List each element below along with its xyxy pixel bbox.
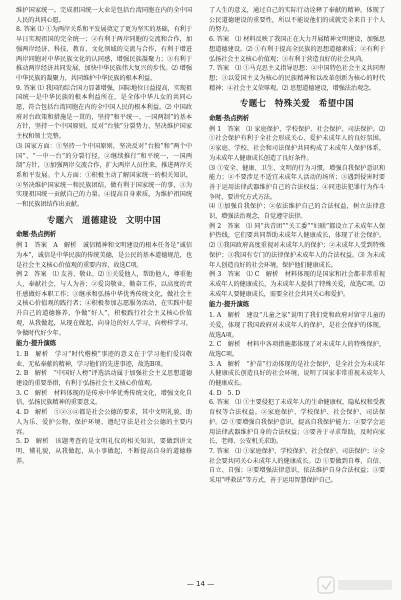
practice-item: 4. D 5. D (209, 389, 240, 397)
practice-item: 4. D 解析 ①②③④都是社会公德的要求，其中文明礼貌、助人为乐、爱护公物、保护环境、遵纪守法是社会公德的主要内容。 (16, 409, 192, 436)
practice-item: 2. C 解析 材料中各项措施都体现了对未成年人的特殊保护，故选C项。 (209, 341, 385, 358)
left-column (16, 6, 192, 466)
answer-item: 7. 答案 ⑴ ①马克思主义指导思想；②中国特色社会主义共同理想；③以爱国主义为核心的民族精神和以改革创新为核心的时代精神；④社会主义荣辱观。⑵ 思想道德建设，增强法治观念。 (209, 65, 385, 92)
example-item: 例 3 答案 ⑴ C 解析 材料体现的是国家和社会都非常重视未成年人的健康成长，为未成年人提供了特殊关爱，故选C项。⑵ 未成年人要健康成长，需要全社会共同关心和爱护。 (209, 271, 385, 298)
section-title: 能力·提升演练 (16, 339, 57, 348)
answer-item: 6. 答案 ⑴ 材料反映了我国正在大力开展精神文明建设，加强思想道德建设。⑵ ①有利于提高全民族的思想道德素质；②有利于弘扬社会主义核心价值观；③有利于营造良好的社会风尚。 (209, 36, 385, 63)
answer-item: 8. 答案 ⑴ ①为两岸关系和平发展奠定了更为坚实的基础，有利于早日实现祖国的完全统一；②有利于两岸同胞的交流和合作，加强两岸经济、科技、教育、文化领域的交流与合作，有利于增进两岸同胞对中华民族文化的认同感，增强民族凝聚力；③有利于推动两岸经济共同发展，加快中华民族伟大复兴的步伐。⑵ 增强中华民族的凝聚力，共同维护中华民族的根本利益。 (16, 26, 192, 82)
practice-item: 3. C 解析 材料体现的是传承中华优秀传统文化，增强文化自信，弘扬民族精神的重要意义。 (16, 389, 192, 407)
example-item: 例 1 答案 A 解析 诚信精神和文明建设的根本任务是“诚信为本”，诚信是中华民族的传统美德，是公民的基本道德规范，也是社会主义核心价值观的重要内容，故选C项。 (16, 242, 192, 269)
example-item: 例 1 答案 ⑴ 家庭保护、学校保护、社会保护、司法保护。⑵ ①社会保护有利于全社会形成关心、爱护未成年人的良好氛围。②家庭、学校、社会和司法保护共同构成了未成年人保护体系，为未成年人健康成长创造了良好条件。 (209, 125, 385, 162)
paragraph: 了人生的意义，通过自己的实际行动诠释了奉献的精神，体现了公民道德建设的重要性，所以不能说他们的成就完全来自于个人的努力。 (209, 7, 385, 34)
example-item: ⑶ ①安全、健康、卫生、文明的行为习惯，增强自我保护意识和能力；②不要涉足不适宜未成年人活动的场所；③遇到侵害时要善于运用法律武器维护自己的合法权益；④同违法犯罪行为作斗争时，要讲究方式方法。 (209, 164, 385, 201)
practice-item: 5. D 解析 该题考查的是文明礼仪的相关知识，要做到讲文明、懂礼貌，从我做起，从小事做起，不断提高自身的道德修养。 (16, 438, 192, 465)
page-number: — 14 — (186, 580, 215, 588)
practice-item: 6. 答案 ⑴ ①主要侵犯了未成年人的生命健康权、隐私权和受教育权等合法权益。②家庭保护、学校保护、社会保护、司法保护。⑵ ①要增强自我保护意识，提高自我保护能力；②要学会运用法律武器维护自身的合法权益；③要善于寻求帮助，及时向家长、老师、公安机关求助。 (209, 399, 385, 446)
practice-item: 1. B 解析 学习“时代楷模”事迹的意义在于学习他们爱岗敬业、无私奉献的精神，学习他们的先进事迹，故选B项。 (16, 350, 192, 368)
practice-item: 2. B 解析 “中国好人榜”评选活动属于加强社会主义思想道德建设的重要举措，有利于弘扬社会主义核心价值观。 (16, 370, 192, 388)
answer-item: 9. 答案 ⑴ 我国的综合国力显著增强，国际地位日益提高，实现祖国统一是中华民族的根本利益所在，是全体中华儿女的共同心愿，符合包括台湾同胞在内的全中国人民的根本利益。⑵ 中国政府对台政策和措施是一贯的，坚持“和平统一、一国两制”的基本方针，坚持一个中国原则，反对“台独”分裂势力，坚决维护国家主权和领土完整。 (16, 84, 192, 141)
example-item: 例 2 答案 ⑴ 友善、敬业。⑵ ①关爱他人，帮助他人，尊重他人，奉献社会，与人为善；②爱岗敬业，勤奋工作，以高度的责任感做好本职工作；③继承和弘扬中华优秀传统文化，做社会主义核心价值观的践行者；④积极参加志愿服务活动，在实践中提升自己的道德修养，争做“好人”，积极践行社会主义核心价值观，从我做起，从现在做起，向身边的好人学习，向榜样学习，争做时代好少年。 (16, 271, 192, 337)
section-title: 命题·热点例析 (209, 114, 250, 123)
section-title: 命题·热点例析 (16, 230, 57, 239)
section-title: 能力·提升演练 (209, 300, 250, 309)
example-item: 例 2 答案 ⑴ 同“共青团”“关工委”“妇联”都设立了未成年人保护热线，它们要共同帮助未成年人健康成长，体现了社会保护。⑵ ①我国政府高度重视对未成年人的保护；②未成年人受到特殊保护；③我国有专门的法律保护未成年人的合法权益。⑶ 为未成年人创造良好的社会环境，保护他们健康成长。 (209, 222, 385, 269)
example-item: ⑷ ①加强自我保护；②依法维护自己的合法权益，树立法律意识，增强法治观念，自觉遵守法律。 (209, 203, 385, 221)
chapter-title: 专题六 道德建设 文明中国 (46, 214, 162, 225)
answer-item: ⑶ 国家方面：①坚持一个中国原则，坚决反对“台独”和“两个中国”、“一中一台”的分裂行径，②继续推行“和平统一，一国两制”方针，③加强两岸交流合作，扩大两岸人员往来，推进两岸关系和平发展。个人方面：①积极主动了解国家统一的相关知识，②坚决维护国家统一和民族团结，做有利于国家统一的事，③为实现祖国统一贡献自己的力量。④提高自身素质，为维护祖国统一和民族团结作出贡献。 (16, 142, 192, 209)
watermark-logo-icon (317, 574, 395, 596)
chapter-title: 专题七 特殊关爱 希望中国 (239, 98, 355, 109)
paragraph: 维护国家统一。完成祖国统一大业是包括台湾同胞在内的全中国人民的共同心愿。 (16, 7, 192, 24)
practice-item: 7. 答案 ⑴ ①家庭保护、学校保护、社会保护、司法保护；②全社会要共同关心未成年人的健康成长。⑵ ①要做到自尊、自信、自立、自强；②要增强法律意识，依法维护自身合法权益；③要采用“呼救法”等方式，善于运用智慧保护自己。 (209, 447, 385, 485)
right-column (209, 6, 385, 486)
practice-item: 3. A 解析 “护苗”行动体现的是社会保护，是全社会为未成年人健康成长创造良好的社会环境，说明了国家非常重视未成年人的健康成长。 (209, 360, 385, 388)
practice-item: 1. A 解析 建设“儿童之家”说明了我们党和政府对留守儿童的关爱，体现了我国政府对未成年人的保护，是社会保护的体现，故选A项。 (209, 312, 385, 339)
